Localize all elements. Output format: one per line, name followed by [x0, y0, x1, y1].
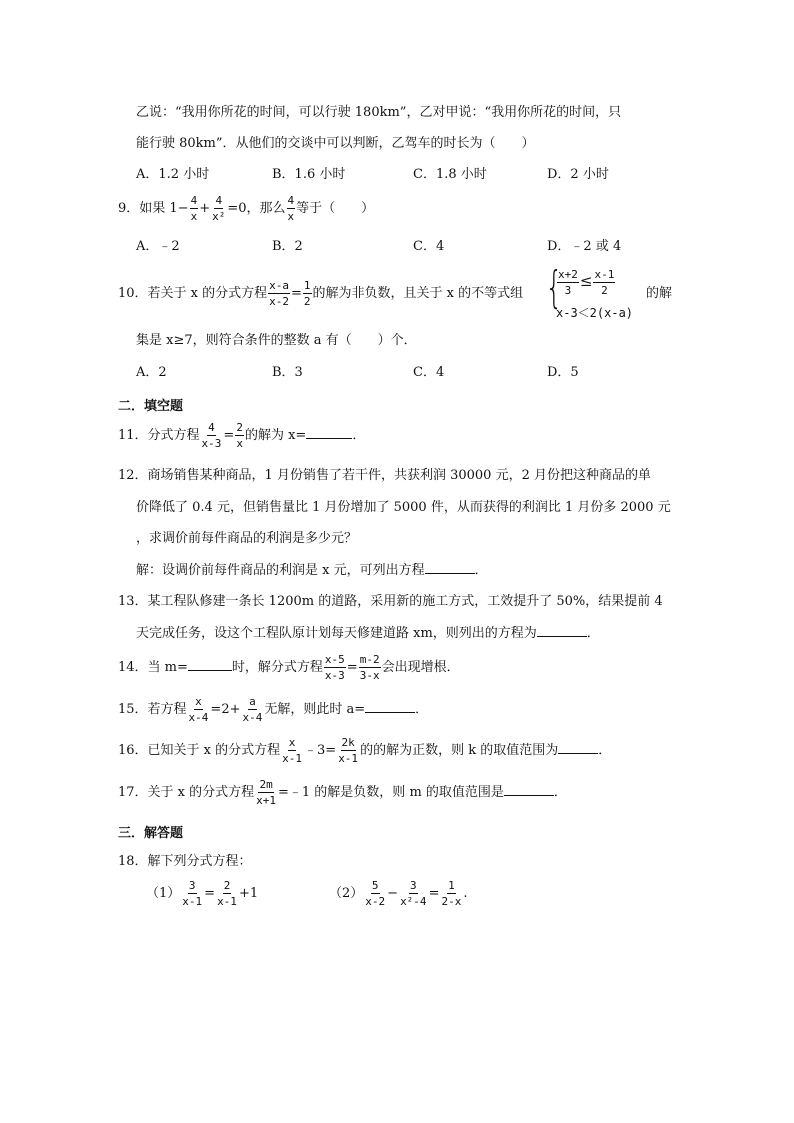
q17-question — [118, 777, 567, 809]
q9-option-c: C．4 — [413, 239, 445, 254]
denominator: x-2 — [365, 895, 386, 908]
denominator: x-3 — [201, 437, 222, 450]
q9-fraction-2 — [211, 194, 226, 223]
q10-eq: = — [291, 286, 302, 301]
q12-text-line4 — [136, 561, 488, 580]
q11-suffix: 的解为 x= — [244, 428, 307, 443]
q10-mid: 的解为非负数，且关于 x 的不等式组 — [312, 286, 524, 301]
numerator: x-5 — [324, 653, 345, 666]
numerator: x+2 — [558, 268, 578, 281]
q14-answer-blank[interactable] — [188, 658, 232, 671]
section-solve-heading: 三．解答题 — [118, 826, 184, 841]
q16-answer-blank[interactable] — [558, 741, 598, 754]
q9-question — [118, 193, 374, 225]
q12-text-line3: ，求调价前每件商品的利润是多少元？ — [136, 531, 358, 546]
q13-text-line1: 13．某工程队修建一条长 1200m 的道路，采用新的施工方式，工效提升了 50%，结果提前 4 — [118, 594, 663, 609]
q8-text-line1: 乙说：“我用你所花的时间，可以行驶 180km”，乙对甲说：“我用你所花的时间，只 — [136, 105, 622, 120]
q11-eq: = — [223, 428, 235, 443]
q18-p2-label: （2） — [329, 886, 364, 901]
q15-question — [118, 694, 428, 726]
numerator: 5 — [371, 879, 379, 892]
numerator: 2k — [341, 736, 355, 749]
denominator: x — [236, 437, 243, 450]
denominator: x-1 — [338, 752, 359, 765]
q10-option-a: A．2 — [136, 365, 167, 380]
q18-part-2 — [329, 877, 467, 911]
q9-prefix: 9．如果 1 — [118, 201, 178, 216]
q12-text-line1: 12．商场销售某种商品，1 月份销售了若干件，共获利润 30000 元，2 月份把这种商品的单 — [118, 468, 651, 483]
denominator: x+1 — [256, 794, 277, 807]
q14-mid: 时，解分式方程 — [231, 660, 323, 675]
q17-fraction-1 — [255, 778, 277, 807]
q13-answer-blank[interactable] — [537, 624, 587, 637]
numerator: x — [195, 695, 202, 708]
q18-p2-fraction-2 — [399, 879, 428, 908]
q17-end: ． — [553, 785, 567, 800]
denominator: 2 — [303, 295, 311, 308]
q8-option-c: C．1.8 小时 — [413, 167, 487, 182]
denominator: 3 — [564, 284, 572, 297]
denominator: x — [287, 210, 295, 223]
denominator: 2 — [601, 284, 608, 297]
q9-fraction-3 — [287, 194, 296, 223]
numerator: 3 — [188, 879, 196, 892]
q10-option-c: C．4 — [413, 365, 445, 380]
q8-option-d: D．2 小时 — [547, 167, 609, 182]
q18-p2-fraction-3 — [440, 879, 462, 908]
q9-option-a: A．﹣2 — [136, 239, 180, 254]
numerator: 2 — [223, 879, 231, 892]
q10-ineq1-op: ≤ — [579, 272, 593, 290]
section-fill-in-blank-heading: 二．填空题 — [118, 399, 184, 414]
q11-fraction-2 — [235, 421, 244, 450]
denominator: 2-x — [441, 895, 462, 908]
q18-p1-fraction-1 — [181, 879, 203, 908]
q18-p2-eq: = — [428, 886, 440, 901]
q10-suffix: 的解 — [646, 286, 673, 301]
q8-option-a: A．1.2 小时 — [136, 167, 210, 182]
numerator: 1 — [303, 279, 311, 292]
q18-p1-end: +1 — [238, 886, 259, 901]
q14-fraction-2 — [359, 653, 381, 682]
q15-fraction-2 — [241, 695, 263, 724]
q15-prefix: 15．若方程 — [118, 702, 187, 717]
numerator: 4 — [215, 194, 223, 207]
denominator: x-1 — [182, 895, 203, 908]
q15-mid: =2+ — [210, 702, 241, 717]
q18-p2-end: . — [463, 886, 468, 901]
q15-fraction-1 — [188, 695, 210, 724]
q18-title: 18．解下列分式方程： — [118, 854, 252, 869]
q15-answer-blank[interactable] — [365, 700, 415, 713]
numerator: 3 — [410, 879, 417, 892]
q10-fraction-1 — [268, 279, 290, 308]
q10-option-d: D．5 — [547, 365, 579, 380]
q16-end: ． — [598, 743, 612, 758]
q16-question — [118, 735, 611, 767]
q16-fraction-2 — [337, 736, 359, 765]
q16-suffix: 的的解为正数，则 k 的取值范围为 — [360, 743, 559, 758]
q9-option-b: B．2 — [272, 239, 303, 254]
numerator: x-1 — [594, 268, 615, 281]
q18-p2-minus: − — [387, 886, 399, 901]
q14-fraction-1 — [324, 653, 346, 682]
q16-mid: ﹣3= — [304, 743, 337, 758]
q15-end: ． — [415, 702, 429, 717]
q17-mid: =﹣1 的解是负数，则 m 的取值范围是 — [278, 785, 504, 800]
q11-prefix: 11．分式方程 — [118, 428, 200, 443]
denominator: 3-x — [359, 669, 380, 682]
denominator: x-1 — [282, 752, 303, 765]
denominator: x-2 — [269, 295, 290, 308]
q10-inequality-1 — [556, 266, 616, 298]
q18-part-1 — [146, 877, 258, 911]
numerator: 1 — [448, 879, 455, 892]
q17-prefix: 17．关于 x 的分式方程 — [118, 785, 255, 800]
q10-ineq1-fraction-1 — [557, 268, 579, 297]
q13-text-line2 — [136, 624, 600, 643]
q10-text-line2: 集是 x≥7，则符合条件的整数 a 有（ ）个． — [136, 333, 417, 348]
denominator: x²-4 — [400, 895, 427, 908]
q10-prefix: 10．若关于 x 的分式方程 — [118, 286, 268, 301]
q12-solution-prefix: 解：设调价前每件商品的利润是 x 元，可列出方程 — [136, 563, 425, 578]
q14-prefix: 14．当 m= — [118, 660, 188, 675]
numerator: 2m — [259, 778, 273, 791]
q10-question — [118, 278, 523, 310]
numerator: a — [249, 695, 256, 708]
denominator: x — [190, 210, 198, 223]
q16-prefix: 16．已知关于 x 的分式方程 — [118, 743, 281, 758]
numerator: 4 — [208, 421, 215, 434]
denominator: x-4 — [188, 711, 209, 724]
q12-end: ． — [474, 563, 488, 578]
q9-plus: + — [199, 201, 211, 216]
q10-system-brace: { — [545, 262, 563, 313]
numerator: 4 — [287, 194, 295, 207]
numerator: 4 — [190, 194, 198, 207]
numerator: 2 — [236, 421, 243, 434]
q11-answer-blank[interactable] — [306, 426, 352, 439]
q14-eq: = — [346, 660, 358, 675]
q10-inequality-2: x-3＜2(x-a) — [556, 306, 634, 320]
q9-option-d: D．﹣2 或 4 — [547, 239, 622, 254]
q11-question — [118, 420, 365, 452]
q12-text-line2: 价降低了 0.4 元，但销售量比 1 月份增加了 5000 件，从而获得的利润比 1 月份多 2000 元 — [136, 500, 671, 515]
q14-question — [118, 652, 460, 684]
q13-end: ． — [586, 626, 600, 641]
q10-fraction-2 — [303, 279, 312, 308]
q8-option-b: B．1.6 小时 — [272, 167, 346, 182]
q9-fraction-1 — [190, 194, 199, 223]
q12-answer-blank[interactable] — [425, 561, 475, 574]
q9-suffix: 等于（ ） — [296, 201, 375, 216]
q18-p1-fraction-2 — [216, 879, 238, 908]
q10-option-b: B．3 — [272, 365, 303, 380]
denominator: x-3 — [324, 669, 345, 682]
numerator: x — [288, 736, 296, 749]
q8-text-line2: 能行驶 80km”．从他们的交谈中可以判断，乙驾车的时长为（ ） — [136, 136, 535, 151]
q13-line2-text: 天完成任务，设这个工程队原计划每天修建道路 xm，则列出的方程为 — [136, 626, 537, 641]
q18-p1-label: （1） — [146, 886, 181, 901]
q18-p1-eq: = — [204, 886, 216, 901]
q16-fraction-1 — [281, 736, 303, 765]
numerator: x-a — [269, 279, 290, 292]
q17-answer-blank[interactable] — [504, 783, 554, 796]
q11-end: ． — [352, 428, 366, 443]
q15-suffix: 无解，则此时 a= — [264, 702, 366, 717]
q9-minus: − — [177, 201, 189, 216]
q11-fraction-1 — [201, 421, 223, 450]
denominator: x-4 — [242, 711, 263, 724]
numerator: m-2 — [359, 653, 380, 666]
q9-eq0: =0，那么 — [227, 201, 286, 216]
q14-suffix: 会出现增根． — [381, 660, 460, 675]
q18-p2-fraction-1 — [364, 879, 386, 908]
denominator: x-1 — [217, 895, 237, 908]
q10-ineq1-fraction-2 — [593, 268, 615, 297]
denominator: x² — [212, 210, 226, 223]
